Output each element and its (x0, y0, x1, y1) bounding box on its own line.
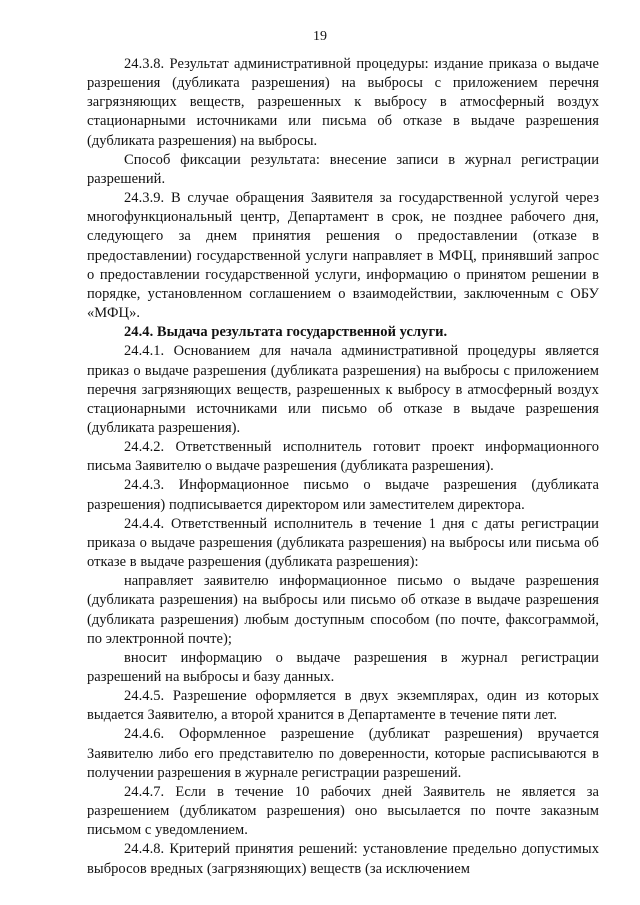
paragraph-24-4-1: 24.4.1. Основанием для начала административной процедуры является приказ о выдаче разрешения (дубликата разрешения) на выбросы с приложением перечня загрязняющих веществ, разрешенных к выбросу в атмосферный воздух стационарными источниками или письмо об отказе в выдаче разрешения (дубликата разрешения). (87, 343, 599, 436)
document-body (87, 55, 599, 879)
paragraph-24-4-4: 24.4.4. Ответственный исполнитель в течение 1 дня с даты регистрации приказа о выдаче разрешения (дубликата разрешения) на выбросы или письма об отказе в выдаче разрешения (дубликата разрешения): (87, 515, 599, 571)
page-number: 19 (313, 29, 327, 44)
paragraph-24-4-2: 24.4.2. Ответственный исполнитель готовит проект информационного письма Заявителю о выдаче разрешения (дубликата разрешения). (87, 439, 599, 475)
paragraph-24-3-9: 24.3.9. В случае обращения Заявителя за государственной услугой через многофункциональный центр, Департамент в срок, не позднее рабочего дня, следующего за днем принятия решения о предоставлении (отказе в предоставлении) государственной услуги направляет в МФЦ, принявший запрос о предоставлении государственной услуги, информацию о принятом решении в порядке, установленном соглашением о взаимодействии, заключенным с ОБУ «МФЦ». (87, 190, 599, 322)
paragraph-24-4-4-send: направляет заявителю информационное письмо о выдаче разрешения (дубликата разрешения) на выбросы или письмо об отказе в выдаче разрешения (дубликата разрешения) любым доступным способом (по почте, факсограммой, по электронной почте); (87, 573, 599, 647)
paragraph-24-4-5: 24.4.5. Разрешение оформляется в двух экземплярах, один из которых выдается Заявителю, а второй хранится в Департаменте в течение пяти лет. (87, 688, 599, 724)
paragraph-24-4-6: 24.4.6. Оформленное разрешение (дубликат разрешения) вручается Заявителю либо его представителю по доверенности, которые расписываются в получении разрешения в журнале регистрации разрешений. (87, 726, 599, 781)
paragraph-fixation-method: Способ фиксации результата: внесение записи в журнал регистрации разрешений. (87, 151, 599, 187)
paragraph-24-4-8: 24.4.8. Критерий принятия решений: установление предельно допустимых выбросов вредных (загрязняющих) веществ (за исключением (87, 841, 599, 877)
paragraph-24-4-4-record: вносит информацию о выдаче разрешения в журнал регистрации разрешений на выбросы и базу данных. (87, 649, 599, 685)
paragraph-24-4-3: 24.4.3. Информационное письмо о выдаче разрешения (дубликата разрешения) подписывается директором или заместителем директора. (87, 477, 599, 513)
section-heading-24-4: 24.4. Выдача результата государственной услуги. (124, 324, 448, 341)
paragraph-24-3-8: 24.3.8. Результат административной процедуры: издание приказа о выдаче разрешения (дубликата разрешения) на выбросы с приложением перечня загрязняющих веществ, разрешенных к выбросу в атмосферный воздух стационарными источниками или письма об отказе в выдаче разрешения (дубликата разрешения) на выбросы. (87, 56, 599, 149)
paragraph-24-4-7: 24.4.7. Если в течение 10 рабочих дней Заявитель не является за разрешением (дубликатом разрешения) оно высылается по почте заказным письмом с уведомлением. (87, 783, 599, 839)
